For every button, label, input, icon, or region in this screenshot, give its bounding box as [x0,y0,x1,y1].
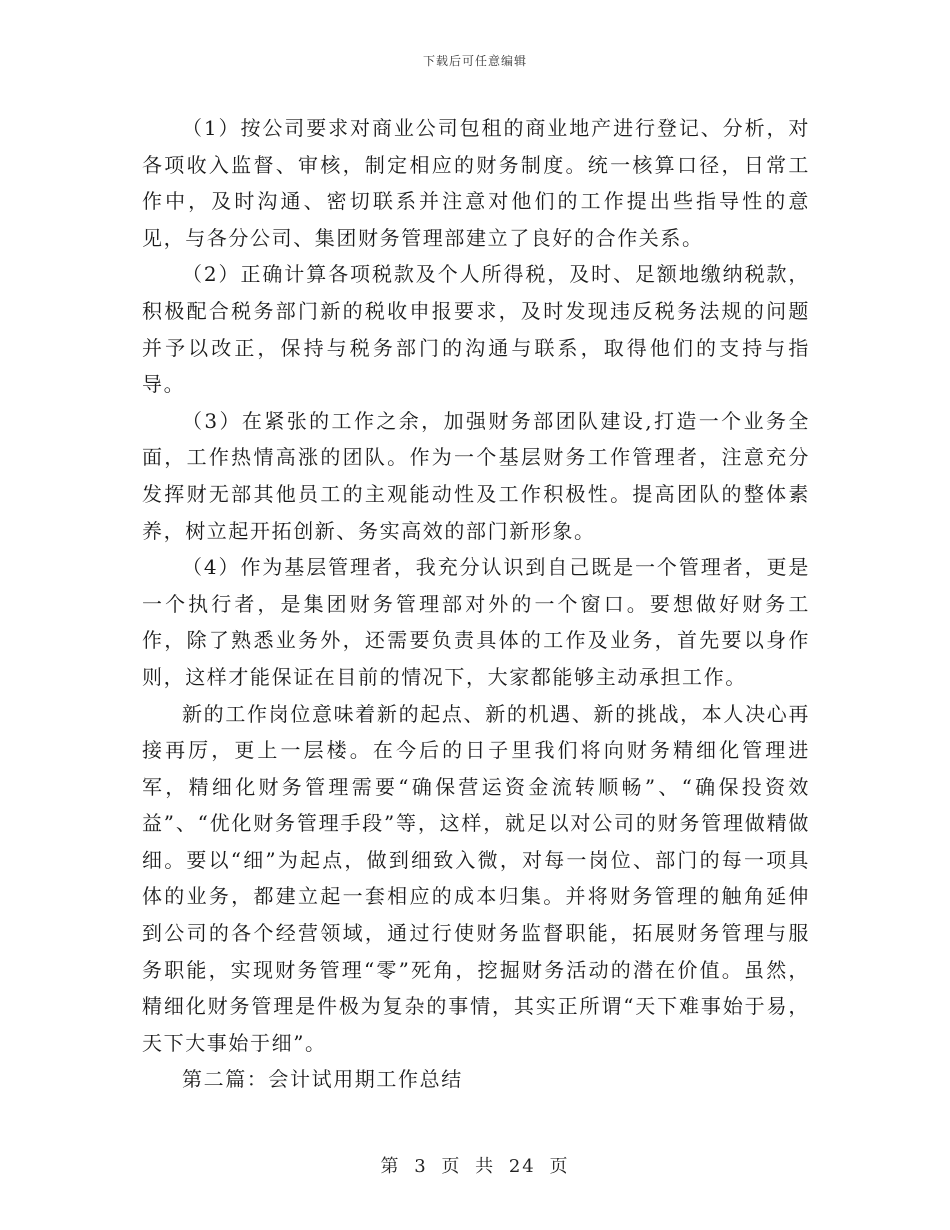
page-footer: 第 3 页 共 24 页 [380,1156,570,1177]
paragraph-item-3: （3）在紧张的工作之余，加强财务部团队建设,打造一个业务全面，工作热情高涨的团队。作为一个基层财务工作管理者，注意充分发挥财无部其他员工的主观能动性及工作积极性。提高团队的整体素养，树立起开拓创新、务实高效的部门新形象。 [142,408,810,543]
section-heading: 第二篇：会计试用期工作总结 [182,1067,463,1092]
paragraph-item-2: （2）正确计算各项税款及个人所得税，及时、足额地缴纳税款，积极配合税务部门新的税收申报要求，及时发现违反税务法规的问题并予以改正，保持与税务部门的沟通与联系，取得他们的支持与指导。 [142,262,810,397]
page-header: 下载后可任意编辑 [422,54,527,68]
document-body [142,110,810,1098]
paragraph-conclusion: 新的工作岗位意味着新的起点、新的机遇、新的挑战，本人决心再接再厉，更上一层楼。在今后的日子里我们将向财务精细化管理进军，精细化财务管理需要“确保营运资金流转顺畅”、“确保投资效益”、“优化财务管理手段”等，这样，就足以对公司的财务管理做精做细。要以“细”为起点，做到细致入微，对每一岗位、部门的每一项具体的业务，都建立起一套相应的成本归集。并将财务管理的触角延伸到公司的各个经营领域，通过行使财务监督职能，拓展财务管理与服务职能，实现财务管理“零”死角，挖掘财务活动的潜在价值。虽然，精细化财务管理是件极为复杂的事情，其实正所谓“天下难事始于易，天下大事始于细”。 [142,701,810,1055]
paragraph-item-1: （1）按公司要求对商业公司包租的商业地产进行登记、分析，对各项收入监督、审核，制定相应的财务制度。统一核算口径，日常工作中，及时沟通、密切联系并注意对他们的工作提出些指导性的意见，与各分公司、集团财务管理部建立了良好的合作关系。 [142,116,810,250]
paragraph-item-4: （4）作为基层管理者，我充分认识到自己既是一个管理者，更是一个执行者，是集团财务管理部对外的一个窗口。要想做好财务工作，除了熟悉业务外，还需要负责具体的工作及业务，首先要以身作则，这样才能保证在目前的情况下，大家都能够主动承担工作。 [142,555,810,689]
